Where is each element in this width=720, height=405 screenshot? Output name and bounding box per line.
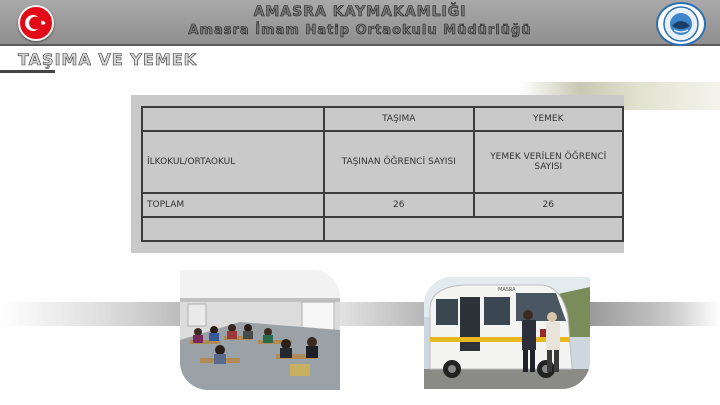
decorative-band [590, 302, 720, 326]
table-header-row [142, 107, 623, 131]
col-header-tasima: TAŞIMA [324, 107, 474, 131]
total-yemek-value: 26 [474, 193, 624, 217]
total-tasima-value: 26 [324, 193, 474, 217]
header-title: AMASRA KAYMAKAMLIĞI [253, 4, 467, 20]
table-row-total [142, 193, 623, 217]
header-subtitle: Amasra İmam Hatip Ortaokulu Müdürlüğü [188, 23, 532, 38]
empty-label-cell [142, 217, 324, 241]
svg-text:MASRA: MASRA [498, 287, 516, 293]
empty-value-cell [324, 217, 623, 241]
table-row [142, 131, 623, 193]
classroom-dining-photo [180, 270, 340, 390]
decorative-band [0, 302, 180, 326]
section-title: TAŞIMA VE YEMEK [18, 50, 198, 69]
table-corner-cell [142, 107, 324, 131]
school-crest-icon [656, 2, 706, 46]
sub-header-yemek-verilen: YEMEK VERİLEN ÖĞRENCİ SAYISI [474, 131, 624, 193]
row-label-toplam: TOPLAM [142, 193, 324, 217]
title-underline [0, 70, 55, 73]
tasima-yemek-table [141, 106, 624, 242]
row-label-ilkokul-ortaokul: İLKOKUL/ORTAOKUL [142, 131, 324, 193]
decorative-band [340, 302, 425, 326]
sub-header-tasinan: TAŞINAN ÖĞRENCİ SAYISI [324, 131, 474, 193]
school-minibus-photo [424, 277, 590, 389]
col-header-yemek: YEMEK [474, 107, 624, 131]
table-row-empty [142, 217, 623, 241]
